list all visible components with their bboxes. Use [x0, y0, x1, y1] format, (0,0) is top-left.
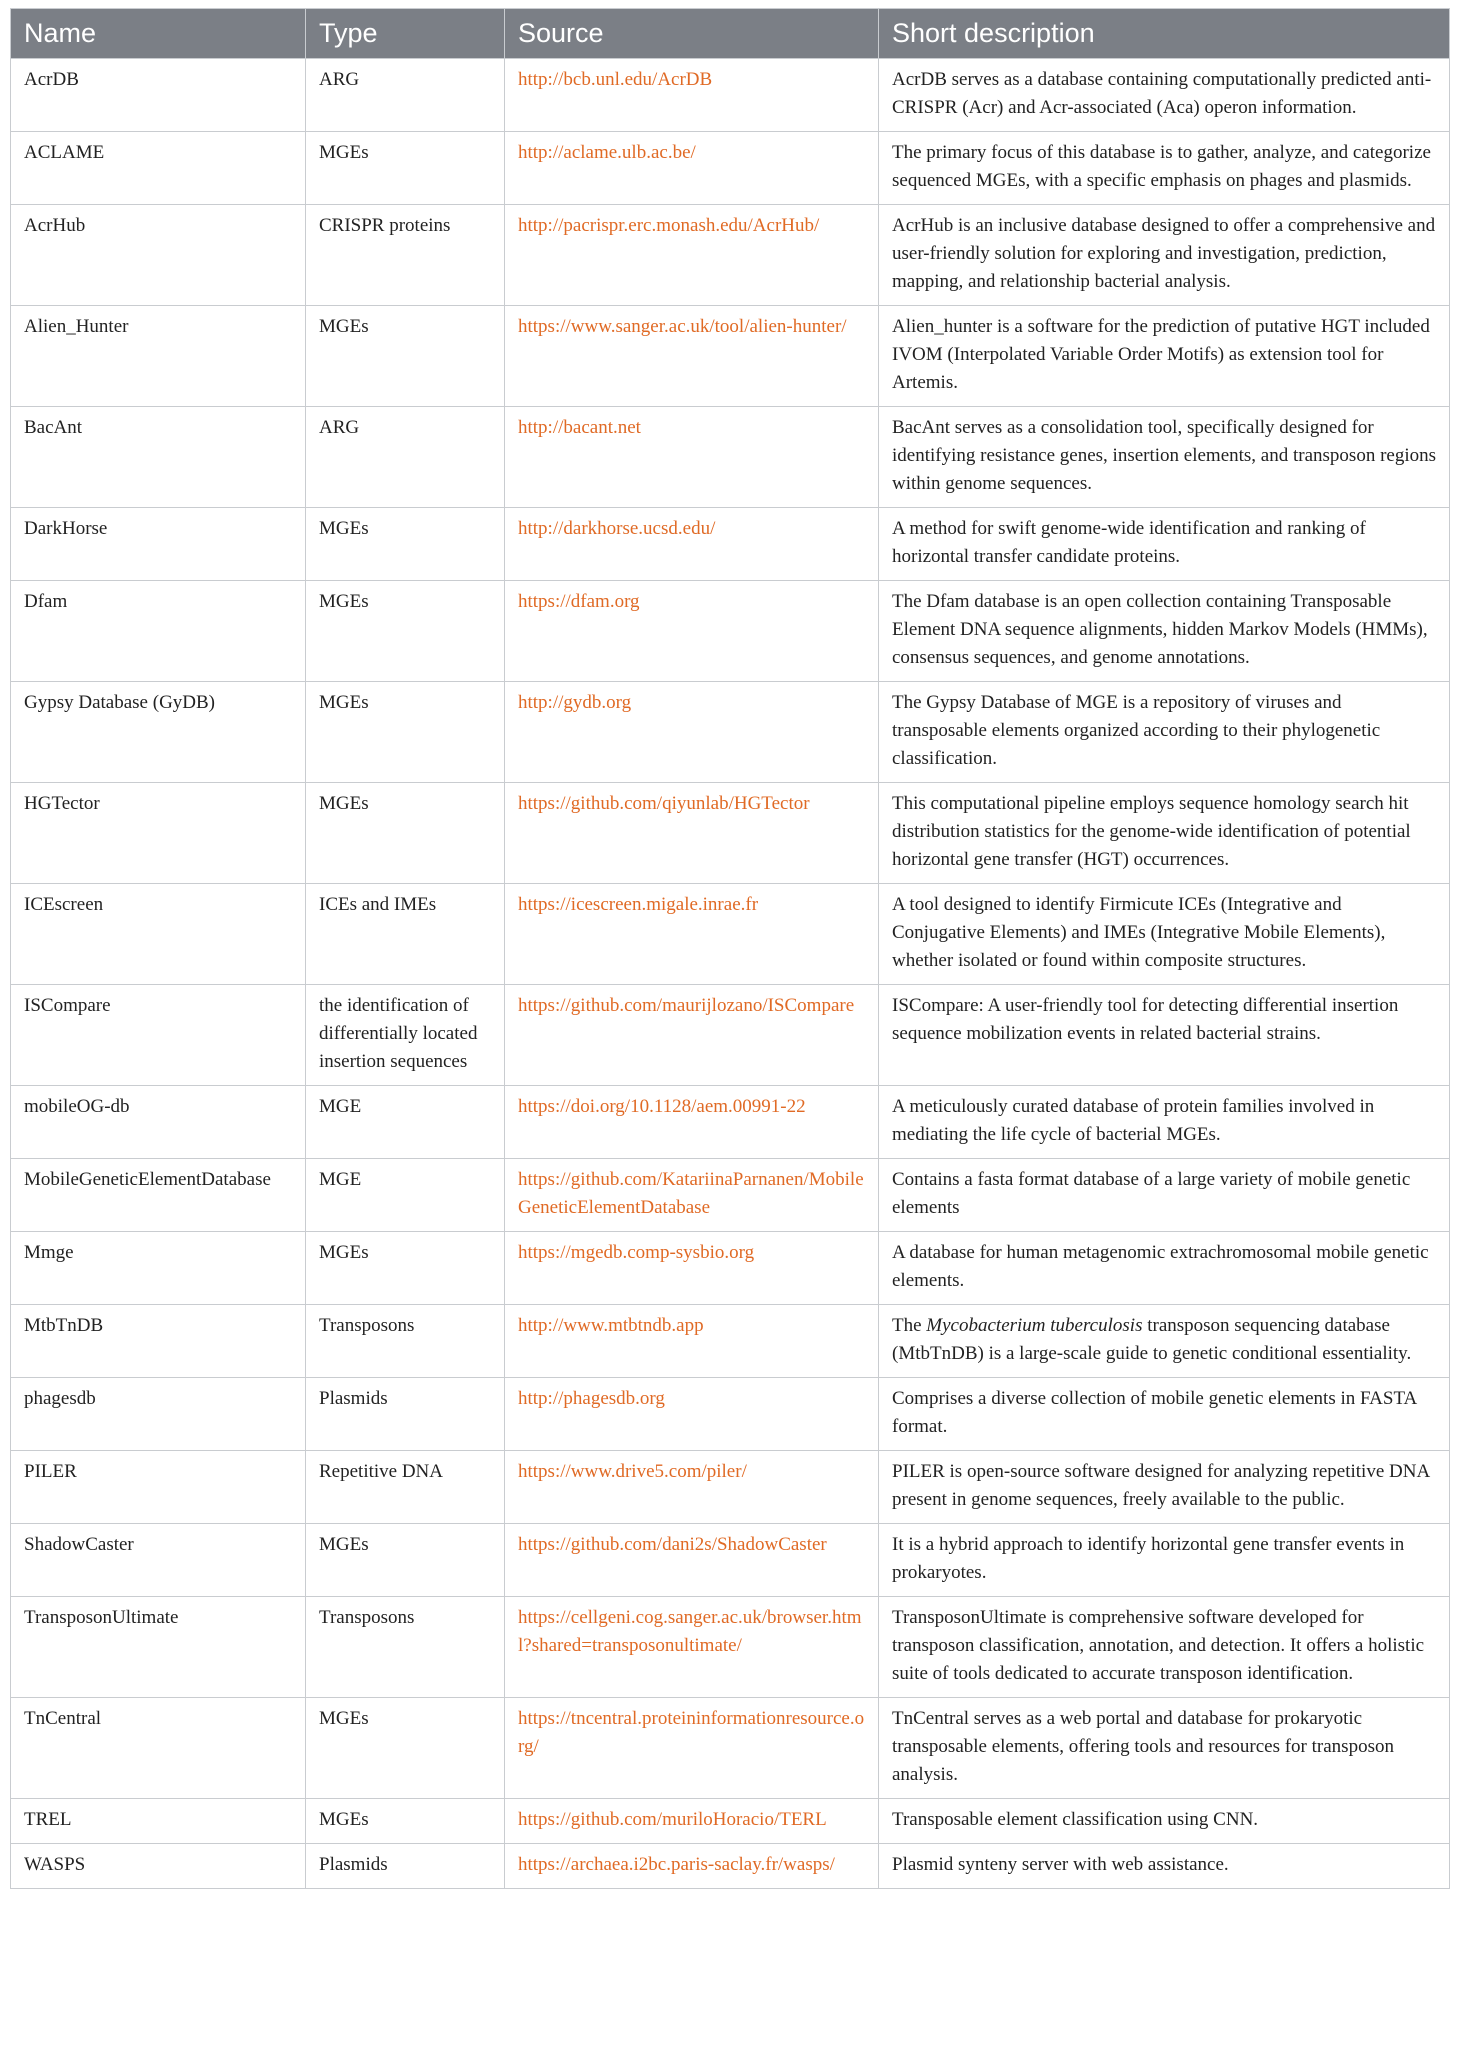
table-row	[11, 884, 1450, 985]
source-link[interactable]: http://phagesdb.org	[518, 1388, 665, 1409]
cell-source	[505, 1844, 879, 1889]
table-body	[11, 59, 1450, 1889]
table-row	[11, 1451, 1450, 1524]
source-link[interactable]: https://github.com/muriloHoracio/TERL	[518, 1809, 827, 1830]
source-link[interactable]: http://aclame.ulb.ac.be/	[518, 142, 696, 163]
cell-source	[505, 407, 879, 508]
cell-source	[505, 985, 879, 1086]
cell-source	[505, 508, 879, 581]
cell-description: The Gypsy Database of MGE is a repository of viruses and transposable elements organized according to their phylogenetic classification.	[879, 682, 1450, 783]
cell-source	[505, 1524, 879, 1597]
cell-source	[505, 1378, 879, 1451]
table-row	[11, 1159, 1450, 1232]
table-row	[11, 1799, 1450, 1844]
description-text: transposon sequencing database (MtbTnDB) is a large-scale guide to genetic conditional essentiality.	[892, 1315, 1412, 1364]
cell-name: AcrDB	[11, 59, 306, 132]
cell-source	[505, 884, 879, 985]
table-row	[11, 1378, 1450, 1451]
cell-name: Gypsy Database (GyDB)	[11, 682, 306, 783]
cell-type: MGEs	[306, 508, 505, 581]
header-source: Source	[505, 9, 879, 59]
cell-name: Alien_Hunter	[11, 306, 306, 407]
cell-type: MGEs	[306, 1799, 505, 1844]
cell-name: BacAnt	[11, 407, 306, 508]
tools-table	[10, 8, 1450, 1889]
cell-source	[505, 783, 879, 884]
cell-type: Transposons	[306, 1597, 505, 1698]
source-link[interactable]: https://www.drive5.com/piler/	[518, 1461, 747, 1482]
cell-type: Transposons	[306, 1305, 505, 1378]
cell-description: TnCentral serves as a web portal and database for prokaryotic transposable elements, offering tools and resources for transposon analysis.	[879, 1698, 1450, 1799]
table-row	[11, 682, 1450, 783]
source-link[interactable]: https://github.com/maurijlozano/ISCompare	[518, 995, 855, 1016]
cell-source	[505, 1159, 879, 1232]
header-description: Short description	[879, 9, 1450, 59]
cell-description: The Dfam database is an open collection containing Transposable Element DNA sequence alignments, hidden Markov Models (HMMs), consensus sequences, and genome annotations.	[879, 581, 1450, 682]
cell-source	[505, 205, 879, 306]
source-link[interactable]: http://pacrispr.erc.monash.edu/AcrHub/	[518, 215, 820, 236]
cell-source	[505, 132, 879, 205]
cell-type: ICEs and IMEs	[306, 884, 505, 985]
cell-description: It is a hybrid approach to identify horizontal gene transfer events in prokaryotes.	[879, 1524, 1450, 1597]
cell-description: AcrDB serves as a database containing computationally predicted anti-CRISPR (Acr) and Acr-associated (Aca) operon information.	[879, 59, 1450, 132]
cell-type: Plasmids	[306, 1844, 505, 1889]
table-row	[11, 581, 1450, 682]
cell-description: Contains a fasta format database of a large variety of mobile genetic elements	[879, 1159, 1450, 1232]
table-row	[11, 306, 1450, 407]
cell-source	[505, 1451, 879, 1524]
source-link[interactable]: https://doi.org/10.1128/aem.00991-22	[518, 1096, 806, 1117]
header-type: Type	[306, 9, 505, 59]
cell-name: ICEscreen	[11, 884, 306, 985]
cell-type: MGEs	[306, 783, 505, 884]
cell-type: MGEs	[306, 132, 505, 205]
cell-description: Comprises a diverse collection of mobile genetic elements in FASTA format.	[879, 1378, 1450, 1451]
cell-description: A meticulously curated database of protein families involved in mediating the life cycle of bacterial MGEs.	[879, 1086, 1450, 1159]
cell-name: mobileOG-db	[11, 1086, 306, 1159]
cell-type: MGE	[306, 1159, 505, 1232]
cell-name: TransposonUltimate	[11, 1597, 306, 1698]
cell-source	[505, 581, 879, 682]
cell-description: Transposable element classification using CNN.	[879, 1799, 1450, 1844]
cell-source	[505, 59, 879, 132]
cell-description: AcrHub is an inclusive database designed to offer a comprehensive and user-friendly solution for exploring and investigation, prediction, mapping, and relationship bacterial analysis.	[879, 205, 1450, 306]
species-name: Mycobacterium tuberculosis	[926, 1315, 1143, 1336]
cell-description: A database for human metagenomic extrachromosomal mobile genetic elements.	[879, 1232, 1450, 1305]
source-link[interactable]: http://gydb.org	[518, 692, 632, 713]
table-row	[11, 1232, 1450, 1305]
table-row	[11, 205, 1450, 306]
cell-type: CRISPR proteins	[306, 205, 505, 306]
cell-type: Plasmids	[306, 1378, 505, 1451]
cell-description: Alien_hunter is a software for the prediction of putative HGT included IVOM (Interpolated Variable Order Motifs) as extension tool for Artemis.	[879, 306, 1450, 407]
cell-name: MobileGeneticElementDatabase	[11, 1159, 306, 1232]
cell-description: A tool designed to identify Firmicute ICEs (Integrative and Conjugative Elements) and IMEs (Integrative Mobile Elements), whether isolated or found within composite structures.	[879, 884, 1450, 985]
cell-name: Mmge	[11, 1232, 306, 1305]
header-row	[11, 9, 1450, 59]
source-link[interactable]: https://github.com/dani2s/ShadowCaster	[518, 1534, 827, 1555]
cell-name: ShadowCaster	[11, 1524, 306, 1597]
cell-description: A method for swift genome-wide identification and ranking of horizontal transfer candidate proteins.	[879, 508, 1450, 581]
cell-description: ISCompare: A user-friendly tool for detecting differential insertion sequence mobilization events in related bacterial strains.	[879, 985, 1450, 1086]
cell-description: BacAnt serves as a consolidation tool, specifically designed for identifying resistance genes, insertion elements, and transposon regions within genome sequences.	[879, 407, 1450, 508]
cell-source	[505, 1799, 879, 1844]
header-name: Name	[11, 9, 306, 59]
cell-name: phagesdb	[11, 1378, 306, 1451]
cell-name: HGTector	[11, 783, 306, 884]
cell-name: TnCentral	[11, 1698, 306, 1799]
cell-description	[879, 1305, 1450, 1378]
cell-name: AcrHub	[11, 205, 306, 306]
cell-name: Dfam	[11, 581, 306, 682]
source-link[interactable]: https://www.sanger.ac.uk/tool/alien-hunter/	[518, 316, 847, 337]
table-row	[11, 1597, 1450, 1698]
source-link[interactable]: https://archaea.i2bc.paris-saclay.fr/wasps/	[518, 1854, 835, 1875]
cell-type: ARG	[306, 407, 505, 508]
table-row	[11, 59, 1450, 132]
source-link[interactable]: http://darkhorse.ucsd.edu/	[518, 518, 716, 539]
table-header	[11, 9, 1450, 59]
cell-source	[505, 306, 879, 407]
source-link[interactable]: https://cellgeni.cog.sanger.ac.uk/browser.html?shared=transposonultimate/	[518, 1607, 862, 1656]
table-row	[11, 1305, 1450, 1378]
cell-description: PILER is open-source software designed for analyzing repetitive DNA present in genome sequences, freely available to the public.	[879, 1451, 1450, 1524]
cell-type: the identification of differentially located insertion sequences	[306, 985, 505, 1086]
cell-type: MGEs	[306, 1524, 505, 1597]
cell-type: MGEs	[306, 682, 505, 783]
table-row	[11, 985, 1450, 1086]
table-row	[11, 508, 1450, 581]
table-row	[11, 1086, 1450, 1159]
table-row	[11, 407, 1450, 508]
cell-name: MtbTnDB	[11, 1305, 306, 1378]
cell-name: WASPS	[11, 1844, 306, 1889]
cell-name: ISCompare	[11, 985, 306, 1086]
table-row	[11, 1524, 1450, 1597]
cell-source	[505, 1597, 879, 1698]
source-link[interactable]: https://github.com/qiyunlab/HGTector	[518, 793, 810, 814]
cell-name: PILER	[11, 1451, 306, 1524]
table-row	[11, 132, 1450, 205]
cell-source	[505, 1305, 879, 1378]
cell-type: MGE	[306, 1086, 505, 1159]
cell-type: MGEs	[306, 581, 505, 682]
cell-description: Plasmid synteny server with web assistance.	[879, 1844, 1450, 1889]
source-link[interactable]: https://icescreen.migale.inrae.fr	[518, 894, 759, 915]
cell-source	[505, 1232, 879, 1305]
cell-description: The primary focus of this database is to gather, analyze, and categorize sequenced MGEs, with a specific emphasis on phages and plasmids.	[879, 132, 1450, 205]
cell-name: TREL	[11, 1799, 306, 1844]
description-text: The	[892, 1315, 927, 1336]
cell-description: This computational pipeline employs sequence homology search hit distribution statistics for the genome-wide identification of potential horizontal gene transfer (HGT) occurrences.	[879, 783, 1450, 884]
source-link[interactable]: https://tncentral.proteininformationresource.org/	[518, 1708, 865, 1757]
cell-source	[505, 682, 879, 783]
cell-name: DarkHorse	[11, 508, 306, 581]
source-link[interactable]: https://mgedb.comp-sysbio.org	[518, 1242, 755, 1263]
table-row	[11, 1844, 1450, 1889]
cell-source	[505, 1698, 879, 1799]
table-row	[11, 783, 1450, 884]
cell-description: TransposonUltimate is comprehensive software developed for transposon classification, annotation, and detection. It offers a holistic suite of tools dedicated to accurate transposon identification.	[879, 1597, 1450, 1698]
source-link[interactable]: http://bcb.unl.edu/AcrDB	[518, 69, 713, 90]
cell-type: MGEs	[306, 1232, 505, 1305]
cell-type: ARG	[306, 59, 505, 132]
cell-type: MGEs	[306, 1698, 505, 1799]
source-link[interactable]: https://dfam.org	[518, 591, 640, 612]
cell-type: Repetitive DNA	[306, 1451, 505, 1524]
source-link[interactable]: http://bacant.net	[518, 417, 641, 438]
cell-type: MGEs	[306, 306, 505, 407]
cell-source	[505, 1086, 879, 1159]
source-link[interactable]: http://www.mtbtndb.app	[518, 1315, 704, 1336]
cell-name: ACLAME	[11, 132, 306, 205]
table-row	[11, 1698, 1450, 1799]
source-link[interactable]: https://github.com/KatariinaParnanen/MobileGeneticElementDatabase	[518, 1169, 864, 1218]
